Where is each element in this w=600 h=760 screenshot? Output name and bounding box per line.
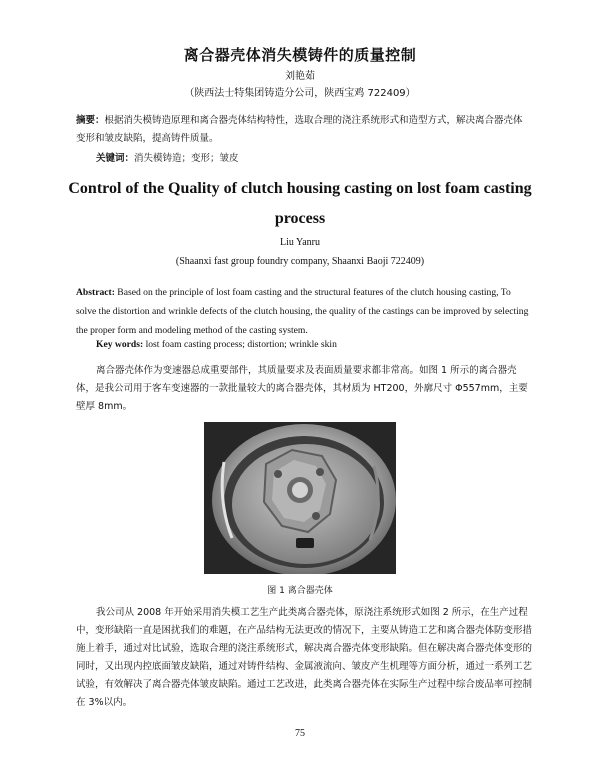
abstract-chinese-text: 根据消失模铸造原理和离合器壳体结构特性，选取合理的浇注系统形式和造型方式，解决离合器壳体变形和皱皮缺陷，提高铸件质量。: [76, 115, 523, 144]
abstract-english-label: Abstract:: [76, 287, 115, 298]
abstract-english-text: Based on the principle of lost foam casting and the structural features of the clutch housing casting, To solve the distortion and wrinkle defects of the clutch housing, the quality of the castings can be improved by selecting the proper form and modeling method of the casting system.: [76, 287, 529, 336]
keywords-english-label: Key words:: [96, 339, 144, 350]
title-english: Control of the Quality of clutch housing casting on lost foam casting process: [68, 180, 532, 227]
figure-caption: 图 1 离合器壳体: [267, 586, 333, 596]
author-english: Liu Yanru: [279, 237, 320, 248]
clutch-housing-illustration: [204, 422, 396, 574]
figure-clutch-housing-photo: [204, 422, 396, 574]
abstract-english: [76, 283, 532, 340]
keywords-english: [96, 339, 532, 350]
body-paragraph-2: 我公司从 2008 年开始采用消失模工艺生产此类离合器壳体，原浇注系统形式如图 2 所示，在生产过程中，变形缺陷一直是困扰我们的难题，在产品结构无法更改的情况下，主要从铸造工艺和离合器壳体防变形措施上着手，通过对比试验，选取合理的浇注系统形式，解决离合器壳体变形缺陷。但在解决离合器壳体变形的同时，又出现内控底面皱皮缺陷，通过对铸件结构、金属液流向、皱皮产生机理等方面分析，通过一系列工艺试验，有效解决了离合器壳体皱皮缺陷。通过工艺改进，此类离合器壳体在实际生产过程中综合废品率可控制在 3%以内。: [76, 607, 533, 708]
abstract-chinese-label: 摘要：: [76, 115, 105, 126]
keywords-chinese-text: 消失模铸造；变形；皱皮: [134, 153, 239, 164]
keywords-english-text: lost foam casting process; distortion; wrinkle skin: [143, 339, 337, 350]
title-chinese: 离合器壳体消失模铸件的质量控制: [183, 46, 417, 64]
keywords-chinese-label: 关键词：: [96, 153, 135, 164]
page-number: 75: [295, 728, 305, 739]
keywords-chinese: [96, 150, 532, 164]
affiliation-english: (Shaanxi fast group foundry company, Shaanxi Baoji 722409): [175, 256, 425, 267]
body-paragraph-1: 离合器壳体作为变速器总成重要部件，其质量要求及表面质量要求都非常高。如图 1 所示的离合器壳体，是我公司用于客车变速器的一款批量较大的离合器壳体，其材质为 HT200，外廓尺寸 Φ557mm，主要壁厚 8mm。: [76, 365, 528, 412]
author-chinese: 刘艳茹: [285, 71, 315, 82]
abstract-chinese: [76, 112, 532, 148]
affiliation-chinese: （陕西法士特集团铸造分公司，陕西宝鸡 722409）: [184, 88, 416, 99]
